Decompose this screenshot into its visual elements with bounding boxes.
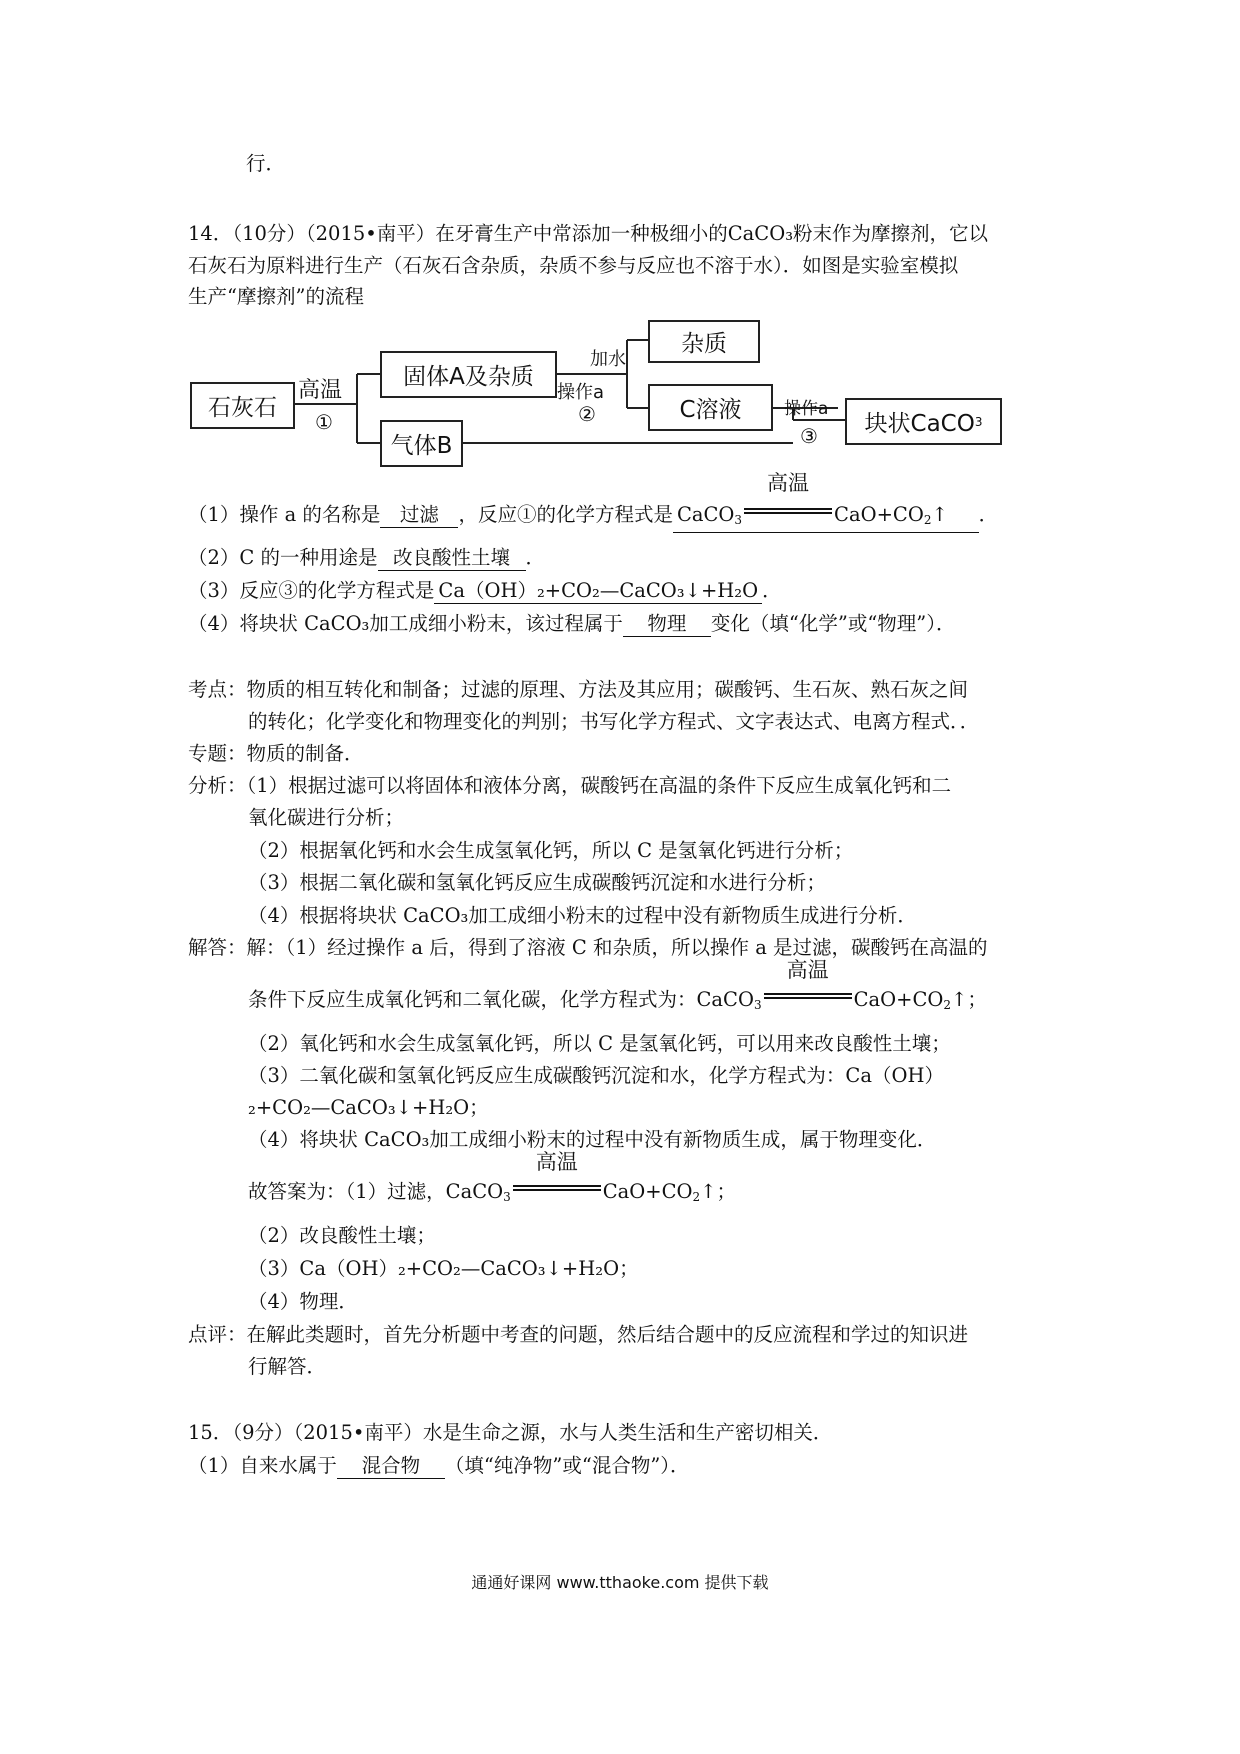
- label-op-a2: 操作a: [784, 399, 829, 419]
- q1-answer-blank: 过滤: [380, 503, 458, 528]
- jieda-line3: （2）氧化钙和水会生成氢氧化钙，所以 C 是氢氧化钙，可以用来改良酸性土壤；: [248, 1032, 951, 1055]
- q15-q1: （1）自来水属于 混合物 （填“纯净物”或“混合物”）．: [188, 1454, 690, 1477]
- flow-arrows: [0, 0, 1240, 480]
- answer-line1: 故答案为：（1）过滤，CaCO$_3$ 高温 $CaO+CO_2↑$；: [248, 1150, 737, 1204]
- page-footer: 通通好课网 www.tthaoke.com 提供下载: [471, 1573, 769, 1592]
- zhuanti-line: 专题：物质的制备．: [188, 742, 364, 765]
- solution-c-box: C溶液: [648, 384, 773, 431]
- q14-q2: （2）C 的一种用途是 改良酸性土壤 ．: [188, 546, 546, 569]
- dianping-line2: 行解答．: [248, 1355, 327, 1378]
- gas-b-box: 气体B: [380, 420, 463, 467]
- reaction-condition-arrow: 高温: [762, 982, 854, 1006]
- fenxi-line4: （3）根据二氧化碳和氢氧化钙反应生成碳酸钙沉淀和水进行分析；: [248, 871, 826, 894]
- kaodian-line1: 考点：物质的相互转化和制备；过滤的原理、方法及其应用；碳酸钙、生石灰、熟石灰之间: [188, 678, 969, 701]
- label-step2: ②: [578, 402, 596, 426]
- reaction-condition-arrow: 高温: [742, 497, 834, 521]
- reaction-condition-arrow: 高温: [511, 1174, 603, 1198]
- answer-line2: （2）改良酸性土壤；: [248, 1224, 436, 1247]
- fenxi-line3: （2）根据氧化钙和水会生成氢氧化钙，所以 C 是氢氧化钙进行分析；: [248, 839, 854, 862]
- q15-header: 15．（9分）（2015•南平）水是生命之源，水与人类生活和生产密切相关．: [188, 1421, 833, 1444]
- kaodian-line2: 的转化；化学变化和物理变化的判别；书写化学方程式、文字表达式、电离方程式．．: [248, 710, 980, 733]
- impurity-box: 杂质: [648, 320, 760, 363]
- q14-header-line3: 生产“摩擦剂”的流程: [188, 285, 364, 308]
- block-caco3-box: [845, 398, 1002, 445]
- q3-answer-blank: Ca（OH）₂+CO₂—CaCO₃↓+H₂O: [434, 579, 762, 604]
- dianping-line1: 点评：在解此类题时，首先分析题中考查的问题，然后结合题中的反应流程和学过的知识进: [188, 1323, 969, 1346]
- jieda-line5: ₂+CO₂—CaCO₃↓+H₂O；: [248, 1096, 489, 1119]
- jieda-line1: 解答：解：（1）经过操作 a 后，得到了溶液 C 和杂质，所以操作 a 是过滤，碳酸钙在高温的: [188, 936, 988, 959]
- q14-q3: （3）反应③的化学方程式是 Ca（OH）₂+CO₂—CaCO₃↓+H₂O ．: [188, 579, 782, 602]
- q4-answer-blank: 物理: [623, 612, 711, 637]
- q1-equation-blank: CaCO$_3$ 高温 $CaO+CO_2↑$: [673, 497, 979, 533]
- label-high-temp: 高温: [298, 378, 343, 403]
- block-caco3-subscript: 3: [974, 414, 983, 429]
- fenxi-line1: 分析：（1）根据过滤可以将固体和液体分离，碳酸钙在高温的条件下反应生成氧化钙和二: [188, 774, 952, 797]
- q14-header-line1: 14．（10分）（2015•南平）在牙膏生产中常添加一种极细小的CaCO₃粉末作为摩擦剂，它以: [188, 222, 989, 245]
- label-op-a: 操作a: [557, 382, 605, 403]
- answer-line4: （4）物理．: [248, 1290, 358, 1313]
- label-add-water: 加水: [590, 349, 626, 370]
- label-step3: ③: [800, 424, 818, 448]
- jieda-line2: 条件下反应生成氧化钙和二氧化碳，化学方程式为：CaCO$_3$ 高温 $CaO+CO_2↑$；: [248, 958, 987, 1012]
- fenxi-line5: （4）根据将块状 CaCO₃加工成细小粉末的过程中没有新物质生成进行分析．: [248, 904, 917, 927]
- jieda-line6: （4）将块状 CaCO₃加工成细小粉末的过程中没有新物质生成，属于物理变化．: [248, 1128, 937, 1151]
- q2-answer-blank: 改良酸性土壤: [378, 546, 526, 571]
- intro-line: 行．: [246, 152, 286, 175]
- block-caco3-label: 块状CaCO: [864, 411, 975, 437]
- limestone-box: 石灰石: [190, 382, 295, 429]
- q14-q4: （4）将块状 CaCO₃加工成细小粉末，该过程属于 物理 变化（填“化学”或“物理”）．: [188, 612, 956, 635]
- q15-answer-blank: 混合物: [337, 1454, 445, 1479]
- answer-line3: （3）Ca（OH）₂+CO₂—CaCO₃↓+H₂O；: [248, 1257, 639, 1280]
- q14-header-line2: 石灰石为原料进行生产（石灰石含杂质，杂质不参与反应也不溶于水）．如图是实验室模拟: [188, 254, 959, 277]
- q14-q1: （1）操作 a 的名称是 过滤 ，反应①的化学方程式是 CaCO$_3$ 高温 $CaO+CO_2↑$ ．: [188, 497, 998, 533]
- jieda-line4: （3）二氧化碳和氢氧化钙反应生成碳酸钙沉淀和水，化学方程式为：Ca（OH）: [248, 1064, 944, 1087]
- label-step1: ①: [315, 410, 333, 434]
- fenxi-line2: 氧化碳进行分析；: [248, 806, 405, 829]
- solid-a-box: 固体A及杂质: [380, 351, 557, 398]
